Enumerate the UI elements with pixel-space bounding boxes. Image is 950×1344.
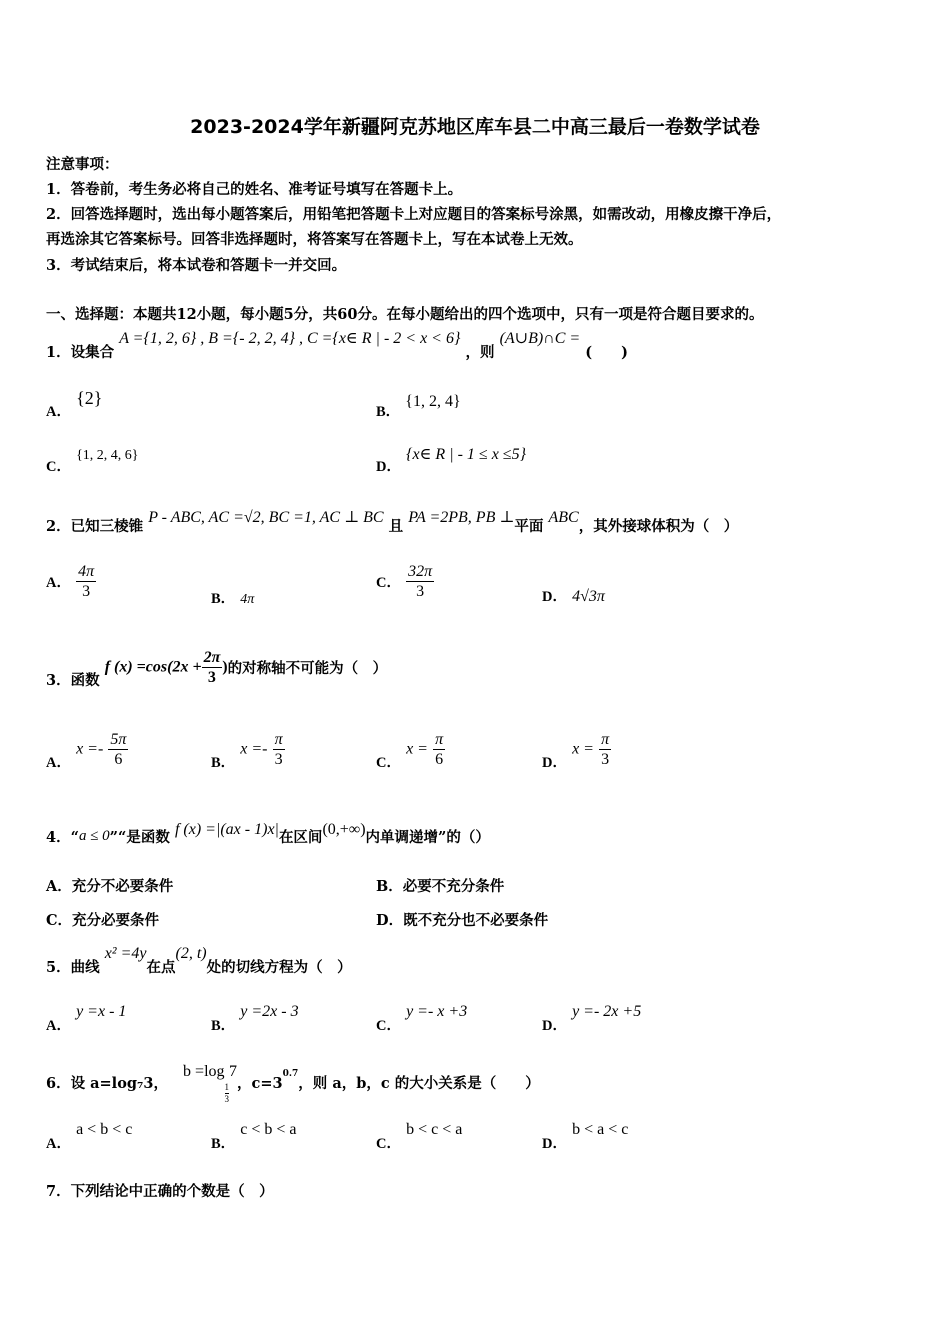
q2-option-d-value: 4√3π (572, 588, 605, 605)
q2-option-c[interactable] (376, 562, 434, 601)
q6-b-log: b =log (183, 1063, 225, 1080)
q5-stem: 5．曲线 (46, 959, 100, 976)
q1-sets: A ={1, 2, 6} , B ={- 2, 2, 4} , C ={x∈ R | - 2 < x < 6} (119, 330, 461, 347)
section-heading: 一、选择题：本题共12小题，每小题5分，共60分。在每小题给出的四个选项中，只有一项是符合题目要求的。 (46, 306, 764, 323)
q1-option-c-label: C． (46, 459, 71, 475)
q5-option-d-label: D． (542, 1018, 567, 1034)
q2-option-c-denominator: 3 (416, 583, 425, 600)
q1-option-d-value: {x∈ R | - 1 ≤ x ≤5} (406, 446, 526, 463)
q3-option-a[interactable] (46, 730, 128, 769)
q6-c: ，c=3 (237, 1075, 283, 1092)
q1-option-b-value: {1, 2, 4} (405, 393, 461, 410)
question-1 (46, 327, 629, 361)
q4-condition: a ≤ 0 (78, 828, 110, 844)
q5-option-a[interactable] (46, 1000, 127, 1034)
q3-option-c-prefix: x = (406, 740, 428, 758)
q4-interval: (0,+∞) (322, 821, 366, 838)
q1-option-d[interactable] (376, 443, 526, 475)
notice-item-1: 1．答卷前，考生务必将自己的姓名、准考证号填写在答题卡上。 (46, 181, 463, 198)
notice-item-3: 3．考试结束后，将本试卷和答题卡一并交回。 (46, 257, 347, 274)
q6-option-a-value: a < b < c (76, 1121, 133, 1138)
q6-b-expression (183, 1061, 237, 1105)
q2-option-b[interactable] (211, 587, 254, 608)
q3-close: ) (222, 658, 228, 676)
q5-option-a-value: y =x - 1 (76, 1003, 127, 1020)
q2-option-d[interactable] (542, 585, 605, 606)
q4-option-b[interactable]: B．必要不充分条件 (376, 878, 505, 895)
q2-and: 且 (388, 518, 404, 535)
q3-tail: 的对称轴不可能为（ ） (227, 660, 388, 677)
q2-tail: ，其外接球体积为（ ） (578, 518, 739, 535)
q3-option-b-numerator: π (274, 731, 283, 748)
q4-tail: 内单调递增”的（） (365, 829, 490, 846)
q3-option-c-fraction (433, 730, 445, 769)
q2-plane: 平面 (514, 518, 544, 535)
q3-option-b-prefix: x =- (240, 740, 268, 758)
q2-option-c-numerator: 32π (408, 563, 433, 580)
question-7: 7．下列结论中正确的个数是（ ） (46, 1183, 274, 1200)
q2-option-b-value: 4π (240, 592, 255, 607)
q6-option-a[interactable] (46, 1118, 133, 1152)
q2-option-c-fraction (406, 562, 434, 601)
notice-item-2: 2．回答选择题时，选出每小题答案后，用铅笔把答题卡上对应题目的答案标号涂黑，如需改动，用橡皮擦干净后， (46, 206, 782, 223)
q1-option-d-label: D． (376, 459, 401, 475)
q5-option-a-label: A． (46, 1018, 71, 1034)
q3-option-d-prefix: x = (572, 740, 594, 758)
q5-option-b[interactable] (211, 1000, 299, 1034)
q6-option-b-value: c < b < a (240, 1121, 297, 1138)
question-3 (46, 648, 387, 687)
q5-option-c[interactable] (376, 1000, 468, 1034)
q3-option-d[interactable] (542, 730, 611, 769)
q6-b-argument: 7 (229, 1063, 238, 1080)
q2-option-d-label: D． (542, 589, 567, 605)
q1-option-b-label: B． (376, 404, 401, 420)
q3-option-a-prefix: x =- (76, 740, 104, 758)
q1-stem: 1．设集合 (46, 344, 115, 361)
q1-paren: ( ) (585, 344, 629, 361)
q6-option-c-label: C． (376, 1136, 401, 1152)
q3-option-a-numerator: 5π (110, 731, 127, 748)
q4-option-d[interactable]: D．既不充分也不必要条件 (376, 912, 549, 929)
q6-tail: ，则 a，b，c 的大小关系是（ ） (298, 1075, 540, 1092)
page-title: 2023-2024学年新疆阿克苏地区库车县二中高三最后一卷数学试卷 (190, 116, 760, 138)
q6-option-b[interactable] (211, 1118, 297, 1152)
q3-option-d-denominator: 3 (601, 751, 610, 768)
q3-option-b-denominator: 3 (274, 751, 283, 768)
q6-c-exponent: 0.7 (282, 1068, 299, 1079)
q2-stem: 2．已知三棱锥 (46, 518, 144, 535)
notice-item-2-cont: 再选涂其它答案标号。回答非选择题时，将答案写在答题卡上，写在本试卷上无效。 (46, 231, 583, 248)
q3-option-b[interactable] (211, 730, 285, 769)
q3-option-a-denominator: 6 (114, 751, 123, 768)
q1-then: ，则 (465, 344, 495, 361)
q1-option-c-value: {1, 2, 4, 6} (76, 448, 139, 463)
q1-option-a-label: A． (46, 404, 71, 420)
q2-option-a-numerator: 4π (78, 563, 95, 580)
q2-conditions: P - ABC, AC =√2, BC =1, AC ⊥ BC (148, 509, 384, 526)
q6-b-base (225, 1082, 230, 1105)
q3-option-c[interactable] (376, 730, 445, 769)
q3-fraction (202, 648, 223, 687)
q3-option-c-label: C． (376, 755, 401, 771)
q5-option-b-label: B． (211, 1018, 236, 1034)
q1-option-b[interactable] (376, 390, 461, 420)
q6-option-d[interactable] (542, 1118, 629, 1152)
q3-option-d-label: D． (542, 755, 567, 771)
q5-option-c-label: C． (376, 1018, 401, 1034)
q2-plane-name: ABC (548, 509, 579, 526)
question-2 (46, 506, 739, 535)
q6-option-d-value: b < a < c (572, 1121, 629, 1138)
q3-option-c-numerator: π (435, 731, 444, 748)
q3-function: f (x) =cos(2x + (104, 658, 202, 676)
q6-b-base-denominator: 3 (224, 1094, 230, 1104)
q2-option-c-label: C． (376, 575, 401, 591)
q2-conditions-2: PA =2PB, PB ⊥ (408, 509, 515, 526)
q3-option-b-label: B． (211, 755, 236, 771)
q1-expression: (A∪B)∩C = (499, 330, 581, 347)
q5-point: (2, t) (175, 945, 207, 962)
q5-option-c-value: y =- x +3 (406, 1003, 468, 1020)
q5-tail: 处的切线方程为（ ） (206, 959, 352, 976)
q3-option-a-label: A． (46, 755, 71, 771)
q1-option-c[interactable] (46, 443, 139, 475)
q6-option-c-value: b < c < a (406, 1121, 463, 1138)
q3-stem: 3．函数 (46, 672, 100, 689)
q5-curve: x² =4y (104, 945, 147, 962)
q6-option-c[interactable] (376, 1118, 463, 1152)
q2-option-a-label: A． (46, 575, 71, 591)
q3-option-c-denominator: 6 (435, 751, 444, 768)
q1-option-a[interactable] (46, 388, 103, 420)
q4-mid: ”“是函数 (109, 829, 170, 846)
q4-interval-text: 在区间 (278, 829, 323, 846)
q5-option-d[interactable] (542, 1000, 642, 1034)
q6-option-a-label: A． (46, 1136, 71, 1152)
q3-fraction-denominator: 3 (207, 669, 216, 686)
question-4 (46, 818, 490, 846)
q4-stem: 4．“ (46, 829, 79, 846)
question-5 (46, 942, 352, 976)
q6-option-d-label: D． (542, 1136, 567, 1152)
q1-option-a-value: {2} (76, 388, 103, 408)
q2-option-a-denominator: 3 (82, 583, 91, 600)
q3-option-a-fraction (108, 730, 128, 769)
q5-option-d-value: y =- 2x +5 (572, 1003, 642, 1020)
q4-option-a[interactable]: A．充分不必要条件 (46, 878, 174, 895)
q4-option-c[interactable]: C．充分必要条件 (46, 912, 160, 929)
q2-option-a[interactable] (46, 562, 96, 601)
q3-option-d-fraction (599, 730, 611, 769)
q6-option-b-label: B． (211, 1136, 236, 1152)
q6-stem: 6．设 a=log₇3， (46, 1075, 168, 1092)
notice-heading: 注意事项： (46, 156, 119, 173)
q5-option-b-value: y =2x - 3 (240, 1003, 299, 1020)
q4-function: f (x) =|(ax - 1)x| (174, 821, 279, 838)
q3-option-d-numerator: π (601, 731, 610, 748)
q2-option-a-fraction (76, 562, 96, 601)
q3-option-b-fraction (273, 730, 285, 769)
q2-option-b-label: B． (211, 591, 236, 607)
q6-b-base-numerator: 1 (224, 1082, 230, 1092)
q5-at-point: 在点 (146, 959, 176, 976)
question-6 (46, 1060, 540, 1105)
q3-fraction-numerator: 2π (203, 649, 221, 666)
